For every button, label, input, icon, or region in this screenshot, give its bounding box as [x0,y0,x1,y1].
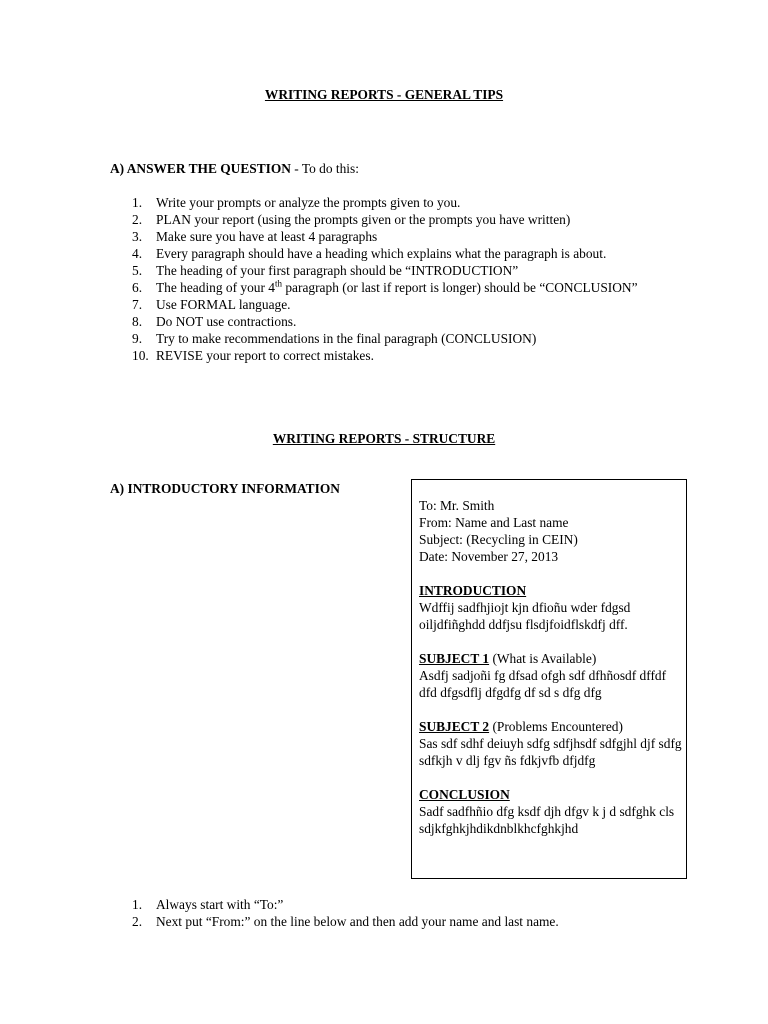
sample-date: Date: November 27, 2013 [419,549,559,564]
sample-subject2-heading: SUBJECT 2 [419,719,490,734]
section-answer-question [110,160,359,177]
tips-list [110,194,650,364]
list-item: 9. Try to make recommendations in the final paragraph (CONCLUSION) [132,331,537,346]
section-answer-question-rest: - To do this: [290,161,359,176]
section-introductory-information: A) INTRODUCTORY INFORMATION [110,481,340,496]
sample-subject: Subject: (Recycling in CEIN) [419,532,578,547]
list-item: 10. REVISE your report to correct mistakes. [132,348,374,363]
sample-to: To: Mr. Smith [419,498,495,513]
list-item: 2. Next put “From:” on the line below and then add your name and last name. [132,914,559,929]
list-item: 2. PLAN your report (using the prompts given or the prompts you have written) [132,212,571,227]
list-item: 8. Do NOT use contractions. [132,314,297,329]
sample-conclusion-heading: CONCLUSION [419,787,510,802]
section-answer-question-title: A) ANSWER THE QUESTION [110,161,291,176]
sample-report-box [411,479,687,879]
list-item: 7. Use FORMAL language. [132,297,291,312]
sample-subject1-note: (What is Available) [489,651,597,666]
list-item: 6. The heading of your 4th paragraph (or last if report is longer) should be “CONCLUSION” [132,278,638,295]
sample-subject2-note: (Problems Encountered) [489,719,623,734]
sample-subject2-text: Sas sdf sdhf deiuyh sdfg sdfjhsdf sdfgjhl djf sdfg sdfkjh v dlj fgv ñs fdkjvfb dfjdfg [419,736,682,768]
list-item: 3. Make sure you have at least 4 paragraphs [132,229,378,244]
list-item: 1. Always start with “To:” [132,897,284,912]
sample-subject1-heading: SUBJECT 1 [419,651,490,666]
sample-conclusion-text: Sadf sadfhñio dfg ksdf djh dfgv k j d sdfghk cls sdjkfghkjhdikdnblkhcfghkjhd [419,804,675,836]
sample-intro-heading: INTRODUCTION [419,583,527,598]
sample-subject1-text: Asdfj sadjoñi fg dfsad ofgh sdf dfhñosdf dffdf dfd dfgsdflj dfgdfg df sd s dfg dfg [419,668,667,700]
list-item: 1. Write your prompts or analyze the prompts given to you. [132,195,461,210]
list-item: 5. The heading of your first paragraph should be “INTRODUCTION” [132,263,519,278]
sample-intro-text: Wdffij sadfhjiojt kjn dfioñu wder fdgsd oiljdfiñghdd ddfjsu flsdjfoidflskdfj dff. [419,600,631,632]
sample-from: From: Name and Last name [419,515,569,530]
list-item: 4. Every paragraph should have a heading which explains what the paragraph is about. [132,246,607,261]
heading-structure: WRITING REPORTS - STRUCTURE [272,431,496,446]
heading-general-tips: WRITING REPORTS - GENERAL TIPS [264,87,504,102]
steps-list [110,896,670,930]
